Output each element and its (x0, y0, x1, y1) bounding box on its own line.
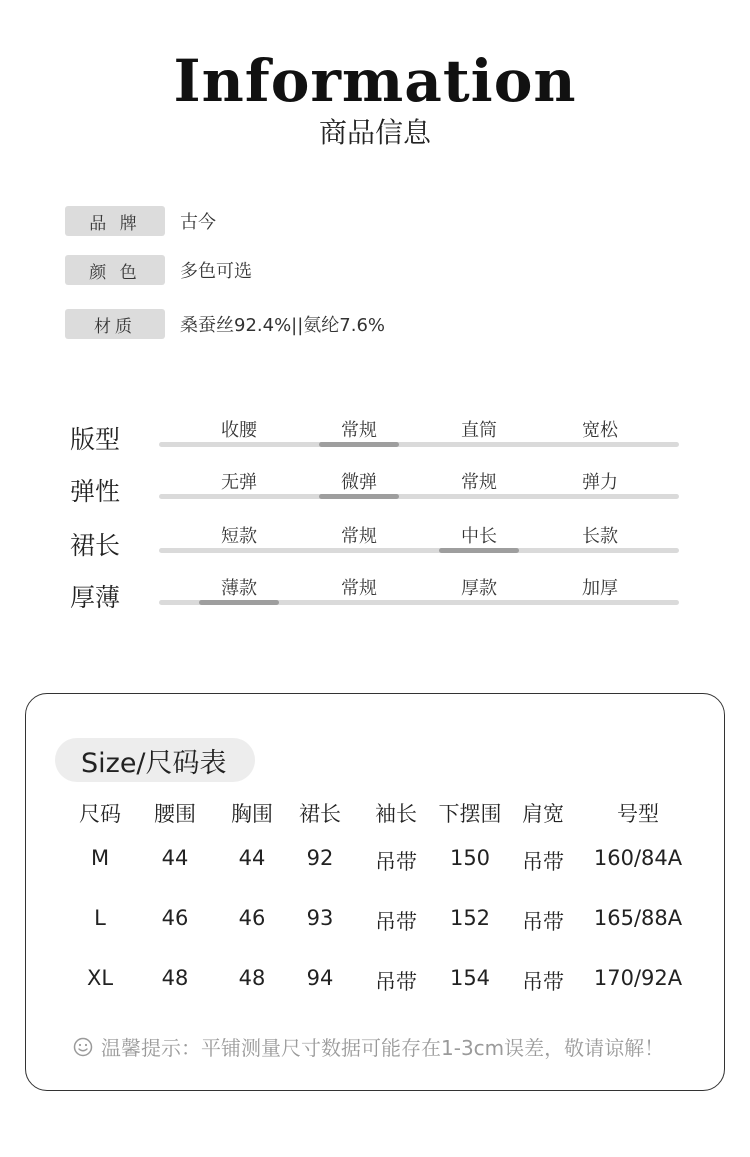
size-cell: 92 (306, 846, 334, 870)
size-header-cell: 肩宽 (522, 802, 564, 826)
attribute-option: 微弹 (341, 472, 377, 493)
attribute-track (159, 494, 679, 499)
info-label: 颜 色 (65, 255, 165, 285)
attribute-track (159, 548, 679, 553)
attribute-name: 版型 (70, 425, 121, 454)
attribute-option: 常规 (341, 578, 377, 599)
attribute-row (70, 410, 680, 454)
size-header-cell: 下摆围 (438, 802, 502, 826)
attribute-option: 长款 (582, 526, 618, 547)
page-title-en: Information (173, 47, 577, 115)
size-header-cell: 腰围 (154, 802, 196, 826)
size-cell: 44 (161, 846, 189, 870)
info-row-material (65, 309, 385, 339)
attribute-option: 常规 (341, 420, 377, 441)
attribute-option: 薄款 (221, 578, 257, 599)
size-cell: 吊带 (522, 850, 564, 874)
size-cell: 46 (161, 906, 189, 930)
attribute-option: 无弹 (221, 472, 257, 493)
size-cell: 吊带 (522, 970, 564, 994)
size-cell: 150 (449, 846, 491, 870)
size-tip (73, 1032, 664, 1061)
info-label: 品 牌 (65, 206, 165, 236)
smile-icon (73, 1037, 93, 1057)
attribute-option: 加厚 (582, 578, 618, 599)
attribute-name: 裙长 (70, 531, 121, 560)
size-cell: 44 (238, 846, 266, 870)
size-cell: L (94, 906, 106, 930)
attribute-option: 常规 (461, 472, 497, 493)
size-header-cell: 号型 (617, 802, 659, 826)
attribute-selected-indicator (199, 600, 279, 605)
info-row-color (65, 255, 252, 285)
size-cell: 152 (449, 906, 491, 930)
attribute-row (70, 516, 680, 560)
size-cell: 吊带 (375, 910, 417, 934)
size-cell: 170/92A (593, 966, 683, 990)
size-chart-card (25, 693, 725, 1091)
attribute-option: 短款 (221, 526, 257, 547)
size-header-cell: 胸围 (231, 802, 273, 826)
size-cell: 165/88A (593, 906, 683, 930)
size-tip-text: 温馨提示：平铺测量尺寸数据可能存在1-3cm误差，敬请谅解！ (101, 1036, 665, 1060)
attribute-option: 直筒 (461, 420, 497, 441)
size-cell: 吊带 (375, 850, 417, 874)
size-cell: 154 (449, 966, 491, 990)
attribute-selected-indicator (319, 442, 399, 447)
size-cell: 48 (161, 966, 189, 990)
size-cell: 94 (306, 966, 334, 990)
size-header-cell: 裙长 (299, 802, 341, 826)
size-header-cell: 袖长 (375, 802, 417, 826)
attribute-row (70, 462, 680, 506)
info-row-brand (65, 206, 216, 236)
page-title-cn: 商品信息 (318, 116, 431, 149)
attribute-row (70, 568, 680, 612)
attribute-option: 中长 (461, 526, 497, 547)
size-cell: 46 (238, 906, 266, 930)
attribute-option: 弹力 (582, 472, 618, 493)
attribute-selected-indicator (439, 548, 519, 553)
attribute-option: 宽松 (582, 420, 618, 441)
size-cell: 93 (306, 906, 334, 930)
attribute-name: 厚薄 (70, 583, 121, 612)
size-header-cell: 尺码 (79, 802, 121, 826)
size-cell: 吊带 (375, 970, 417, 994)
info-value: 多色可选 (180, 261, 252, 282)
attribute-option: 厚款 (461, 578, 497, 599)
size-chart-title: Size/尺码表 (55, 738, 255, 782)
attribute-option: 常规 (341, 526, 377, 547)
size-cell: 吊带 (522, 910, 564, 934)
size-cell: M (90, 846, 110, 870)
info-value: 古今 (180, 212, 216, 233)
attribute-track (159, 442, 679, 447)
attribute-name: 弹性 (70, 477, 121, 506)
attribute-selected-indicator (319, 494, 399, 499)
info-value: 桑蚕丝92.4%||氨纶7.6% (180, 315, 386, 336)
size-cell: 160/84A (593, 846, 683, 870)
size-cell: XL (86, 966, 114, 990)
attribute-track (159, 600, 679, 605)
info-label: 材质 (65, 309, 165, 339)
size-cell: 48 (238, 966, 266, 990)
attribute-option: 收腰 (221, 420, 257, 441)
